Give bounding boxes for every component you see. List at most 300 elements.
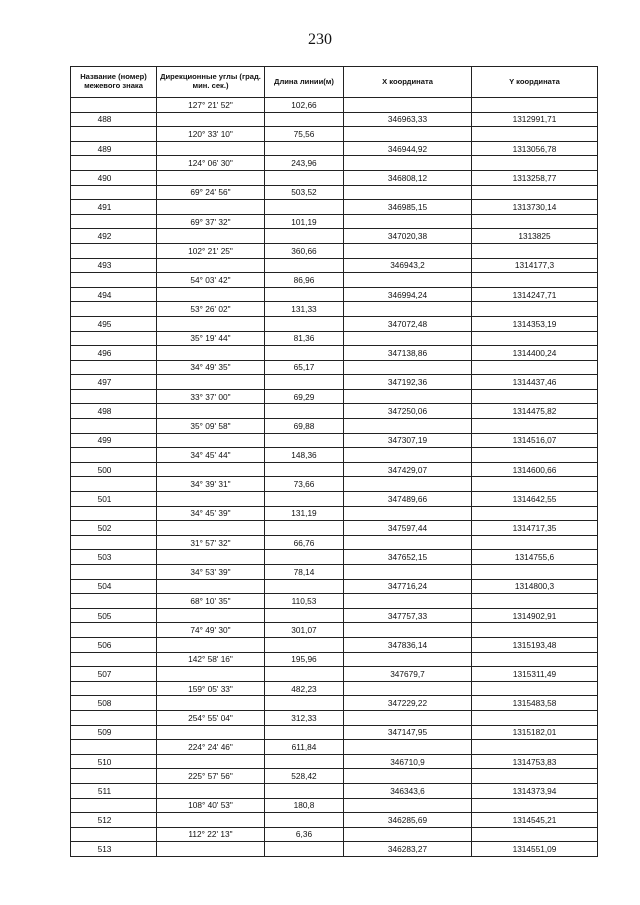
cell-x (344, 535, 472, 550)
cell-angle: 34° 45' 44" (157, 448, 265, 463)
cell-angle: 34° 39' 31" (157, 477, 265, 492)
cell-angle: 112° 22' 13" (157, 827, 265, 842)
cell-length: 86,96 (265, 273, 344, 288)
cell-angle (157, 696, 265, 711)
cell-y (472, 302, 598, 317)
cell-name: 490 (71, 170, 157, 185)
cell-name: 488 (71, 112, 157, 127)
cell-y: 1314516,07 (472, 433, 598, 448)
cell-angle (157, 229, 265, 244)
cell-angle (157, 200, 265, 215)
cell-angle: 33° 37' 00" (157, 389, 265, 404)
cell-name: 511 (71, 783, 157, 798)
cell-length: 78,14 (265, 565, 344, 580)
cell-x: 347072,48 (344, 316, 472, 331)
cell-x (344, 273, 472, 288)
cell-length (265, 813, 344, 828)
cell-length: 66,76 (265, 535, 344, 550)
coordinates-table (70, 66, 598, 857)
cell-length (265, 141, 344, 156)
cell-angle (157, 462, 265, 477)
cell-name: 501 (71, 492, 157, 507)
segment-row (71, 389, 598, 404)
cell-length (265, 579, 344, 594)
cell-length (265, 170, 344, 185)
cell-x (344, 769, 472, 784)
cell-angle: 102° 21' 25" (157, 243, 265, 258)
cell-angle: 74° 49' 30" (157, 623, 265, 638)
segment-row (71, 419, 598, 434)
boundary-point-row (71, 637, 598, 652)
cell-name: 507 (71, 667, 157, 682)
cell-y: 1314717,35 (472, 521, 598, 536)
header-length: Длина линии(м) (265, 67, 344, 98)
cell-angle (157, 170, 265, 185)
boundary-point-row (71, 754, 598, 769)
boundary-point-row (71, 346, 598, 361)
cell-name (71, 419, 157, 434)
cell-y (472, 769, 598, 784)
cell-name (71, 535, 157, 550)
segment-row (71, 156, 598, 171)
segment-row (71, 623, 598, 638)
cell-y (472, 827, 598, 842)
boundary-point-row (71, 521, 598, 536)
cell-name (71, 769, 157, 784)
cell-x (344, 302, 472, 317)
cell-length: 528,42 (265, 769, 344, 784)
cell-x: 347307,19 (344, 433, 472, 448)
cell-x (344, 798, 472, 813)
cell-length: 69,88 (265, 419, 344, 434)
boundary-point-row (71, 696, 598, 711)
cell-x: 347836,14 (344, 637, 472, 652)
cell-x (344, 389, 472, 404)
cell-name (71, 448, 157, 463)
cell-angle (157, 842, 265, 857)
cell-name: 513 (71, 842, 157, 857)
cell-name: 512 (71, 813, 157, 828)
cell-y (472, 156, 598, 171)
cell-name: 504 (71, 579, 157, 594)
cell-angle: 35° 19' 44" (157, 331, 265, 346)
table-body (71, 98, 598, 857)
cell-angle: 54° 03' 42" (157, 273, 265, 288)
cell-y (472, 214, 598, 229)
cell-x: 347716,24 (344, 579, 472, 594)
cell-y: 1313056,78 (472, 141, 598, 156)
cell-name (71, 302, 157, 317)
cell-y: 1314642,55 (472, 492, 598, 507)
cell-name: 496 (71, 346, 157, 361)
cell-x (344, 156, 472, 171)
cell-y: 1314551,09 (472, 842, 598, 857)
cell-angle: 34° 49' 35" (157, 360, 265, 375)
segment-row (71, 302, 598, 317)
cell-angle: 142° 58' 16" (157, 652, 265, 667)
cell-angle: 68° 10' 35" (157, 594, 265, 609)
cell-y (472, 127, 598, 142)
cell-length (265, 696, 344, 711)
segment-row (71, 594, 598, 609)
cell-x: 347192,36 (344, 375, 472, 390)
cell-y: 1314247,71 (472, 287, 598, 302)
cell-x (344, 477, 472, 492)
cell-angle (157, 492, 265, 507)
cell-angle (157, 287, 265, 302)
boundary-point-row (71, 200, 598, 215)
cell-angle: 120° 33' 10" (157, 127, 265, 142)
cell-name (71, 681, 157, 696)
cell-angle: 225° 57' 56" (157, 769, 265, 784)
cell-x: 347138,86 (344, 346, 472, 361)
cell-name: 505 (71, 608, 157, 623)
boundary-point-row (71, 462, 598, 477)
cell-name (71, 506, 157, 521)
cell-length (265, 229, 344, 244)
cell-x: 347757,33 (344, 608, 472, 623)
cell-name (71, 477, 157, 492)
segment-row (71, 448, 598, 463)
boundary-point-row (71, 433, 598, 448)
cell-name (71, 389, 157, 404)
cell-y: 1314753,83 (472, 754, 598, 769)
cell-angle: 34° 53' 39" (157, 565, 265, 580)
cell-name: 492 (71, 229, 157, 244)
cell-y: 1314600,66 (472, 462, 598, 477)
boundary-point-row (71, 725, 598, 740)
cell-angle: 254° 55' 04" (157, 710, 265, 725)
cell-length (265, 521, 344, 536)
cell-x: 347652,15 (344, 550, 472, 565)
cell-length (265, 667, 344, 682)
cell-y (472, 594, 598, 609)
cell-x: 346283,27 (344, 842, 472, 857)
cell-x (344, 565, 472, 580)
cell-angle: 127° 21' 52" (157, 98, 265, 113)
cell-y: 1313258,77 (472, 170, 598, 185)
cell-name (71, 565, 157, 580)
cell-length: 110,53 (265, 594, 344, 609)
cell-length: 312,33 (265, 710, 344, 725)
cell-angle: 159° 05' 33" (157, 681, 265, 696)
cell-x (344, 681, 472, 696)
cell-name (71, 652, 157, 667)
cell-x (344, 710, 472, 725)
cell-name: 509 (71, 725, 157, 740)
cell-length: 102,66 (265, 98, 344, 113)
cell-length (265, 404, 344, 419)
cell-length: 75,56 (265, 127, 344, 142)
segment-row (71, 535, 598, 550)
cell-name (71, 127, 157, 142)
cell-y (472, 798, 598, 813)
cell-y (472, 243, 598, 258)
cell-name: 495 (71, 316, 157, 331)
cell-y: 1314755,6 (472, 550, 598, 565)
boundary-point-row (71, 112, 598, 127)
cell-length (265, 608, 344, 623)
cell-y: 1312991,71 (472, 112, 598, 127)
boundary-point-row (71, 492, 598, 507)
cell-x: 346944,92 (344, 141, 472, 156)
boundary-point-row (71, 608, 598, 623)
cell-name (71, 623, 157, 638)
cell-x: 347147,95 (344, 725, 472, 740)
cell-x (344, 331, 472, 346)
cell-name: 493 (71, 258, 157, 273)
cell-name: 499 (71, 433, 157, 448)
cell-length (265, 462, 344, 477)
cell-length (265, 316, 344, 331)
header-x: X координата (344, 67, 472, 98)
cell-name (71, 594, 157, 609)
cell-length: 360,66 (265, 243, 344, 258)
cell-y: 1313730,14 (472, 200, 598, 215)
cell-y: 1314902,91 (472, 608, 598, 623)
cell-y (472, 623, 598, 638)
cell-y (472, 98, 598, 113)
cell-length: 65,17 (265, 360, 344, 375)
cell-name (71, 360, 157, 375)
cell-length (265, 754, 344, 769)
cell-y (472, 681, 598, 696)
cell-angle: 34° 45' 39" (157, 506, 265, 521)
segment-row (71, 360, 598, 375)
cell-length: 611,84 (265, 740, 344, 755)
cell-length (265, 637, 344, 652)
cell-x (344, 448, 472, 463)
cell-name: 506 (71, 637, 157, 652)
cell-length (265, 783, 344, 798)
cell-y (472, 506, 598, 521)
cell-x: 346808,12 (344, 170, 472, 185)
cell-name: 489 (71, 141, 157, 156)
cell-name: 503 (71, 550, 157, 565)
cell-angle (157, 141, 265, 156)
cell-length: 6,36 (265, 827, 344, 842)
boundary-point-row (71, 842, 598, 857)
cell-length (265, 375, 344, 390)
cell-x: 347489,66 (344, 492, 472, 507)
cell-angle (157, 637, 265, 652)
cell-y: 1314800,3 (472, 579, 598, 594)
cell-y (472, 535, 598, 550)
cell-x: 346994,24 (344, 287, 472, 302)
cell-y (472, 477, 598, 492)
boundary-point-row (71, 667, 598, 682)
cell-angle (157, 579, 265, 594)
segment-row (71, 681, 598, 696)
cell-x (344, 360, 472, 375)
cell-angle: 108° 40' 53" (157, 798, 265, 813)
cell-angle (157, 258, 265, 273)
cell-x: 346285,69 (344, 813, 472, 828)
cell-length (265, 725, 344, 740)
cell-angle (157, 813, 265, 828)
cell-y: 1315182,01 (472, 725, 598, 740)
cell-length (265, 550, 344, 565)
cell-y: 1314400,24 (472, 346, 598, 361)
segment-row (71, 185, 598, 200)
cell-length: 131,33 (265, 302, 344, 317)
cell-angle: 124° 06' 30" (157, 156, 265, 171)
cell-length: 180,8 (265, 798, 344, 813)
cell-length: 69,29 (265, 389, 344, 404)
segment-row (71, 769, 598, 784)
cell-y: 1314545,21 (472, 813, 598, 828)
cell-x: 347020,38 (344, 229, 472, 244)
cell-y (472, 389, 598, 404)
cell-y: 1314353,19 (472, 316, 598, 331)
cell-y: 1314437,46 (472, 375, 598, 390)
cell-y: 1314373,94 (472, 783, 598, 798)
cell-y: 1314177,3 (472, 258, 598, 273)
boundary-point-row (71, 813, 598, 828)
cell-name (71, 185, 157, 200)
cell-length (265, 842, 344, 857)
cell-x: 346343,6 (344, 783, 472, 798)
cell-name: 500 (71, 462, 157, 477)
boundary-point-row (71, 258, 598, 273)
cell-x (344, 185, 472, 200)
boundary-point-row (71, 783, 598, 798)
boundary-point-row (71, 375, 598, 390)
cell-length: 73,66 (265, 477, 344, 492)
segment-row (71, 214, 598, 229)
cell-x: 347429,07 (344, 462, 472, 477)
cell-x (344, 419, 472, 434)
cell-angle (157, 754, 265, 769)
cell-y (472, 448, 598, 463)
cell-angle: 69° 24' 56" (157, 185, 265, 200)
cell-length (265, 112, 344, 127)
cell-length (265, 287, 344, 302)
segment-row (71, 243, 598, 258)
cell-x (344, 98, 472, 113)
boundary-point-row (71, 287, 598, 302)
cell-length (265, 433, 344, 448)
cell-length: 195,96 (265, 652, 344, 667)
cell-name (71, 156, 157, 171)
segment-row (71, 798, 598, 813)
cell-name (71, 243, 157, 258)
cell-name (71, 710, 157, 725)
cell-length (265, 346, 344, 361)
cell-name: 508 (71, 696, 157, 711)
cell-angle (157, 375, 265, 390)
segment-row (71, 331, 598, 346)
cell-angle (157, 608, 265, 623)
cell-x (344, 623, 472, 638)
segment-row (71, 710, 598, 725)
boundary-point-row (71, 404, 598, 419)
cell-length: 482,23 (265, 681, 344, 696)
cell-name (71, 740, 157, 755)
segment-row (71, 273, 598, 288)
cell-y (472, 419, 598, 434)
cell-name: 498 (71, 404, 157, 419)
cell-y (472, 360, 598, 375)
cell-x: 346985,15 (344, 200, 472, 215)
cell-angle (157, 316, 265, 331)
cell-length: 148,36 (265, 448, 344, 463)
cell-angle: 31° 57' 32" (157, 535, 265, 550)
cell-name: 502 (71, 521, 157, 536)
cell-length (265, 492, 344, 507)
cell-x (344, 594, 472, 609)
cell-angle: 53° 26' 02" (157, 302, 265, 317)
cell-angle: 69° 37' 32" (157, 214, 265, 229)
cell-angle (157, 112, 265, 127)
cell-length: 503,52 (265, 185, 344, 200)
cell-name (71, 273, 157, 288)
header-angle: Дирекционные углы (град. мин. сек.) (157, 67, 265, 98)
cell-angle (157, 521, 265, 536)
cell-y (472, 185, 598, 200)
cell-name: 510 (71, 754, 157, 769)
cell-name (71, 331, 157, 346)
boundary-point-row (71, 170, 598, 185)
cell-x (344, 214, 472, 229)
segment-row (71, 506, 598, 521)
cell-x: 347597,44 (344, 521, 472, 536)
cell-y: 1315193,48 (472, 637, 598, 652)
cell-y (472, 740, 598, 755)
cell-y (472, 331, 598, 346)
cell-x (344, 127, 472, 142)
cell-x: 347679,7 (344, 667, 472, 682)
cell-length: 101,19 (265, 214, 344, 229)
cell-x (344, 827, 472, 842)
segment-row (71, 652, 598, 667)
cell-x: 347229,22 (344, 696, 472, 711)
segment-row (71, 740, 598, 755)
cell-x (344, 652, 472, 667)
cell-angle (157, 433, 265, 448)
cell-y: 1315311,49 (472, 667, 598, 682)
cell-name (71, 798, 157, 813)
cell-angle (157, 783, 265, 798)
boundary-point-row (71, 550, 598, 565)
cell-angle (157, 667, 265, 682)
cell-length: 81,36 (265, 331, 344, 346)
cell-y: 1313825 (472, 229, 598, 244)
cell-x: 346710,9 (344, 754, 472, 769)
boundary-point-row (71, 229, 598, 244)
cell-name: 497 (71, 375, 157, 390)
cell-x: 346963,33 (344, 112, 472, 127)
boundary-point-row (71, 316, 598, 331)
cell-name (71, 214, 157, 229)
cell-length: 301,07 (265, 623, 344, 638)
segment-row (71, 98, 598, 113)
segment-row (71, 565, 598, 580)
cell-x: 347250,06 (344, 404, 472, 419)
cell-x (344, 506, 472, 521)
cell-y (472, 652, 598, 667)
cell-angle (157, 725, 265, 740)
cell-length: 243,96 (265, 156, 344, 171)
cell-name: 494 (71, 287, 157, 302)
boundary-point-row (71, 579, 598, 594)
cell-x: 346943,2 (344, 258, 472, 273)
cell-y (472, 710, 598, 725)
header-name: Название (номер) межевого знака (71, 67, 157, 98)
header-y: Y координата (472, 67, 598, 98)
segment-row (71, 827, 598, 842)
table-header-row (71, 67, 598, 98)
